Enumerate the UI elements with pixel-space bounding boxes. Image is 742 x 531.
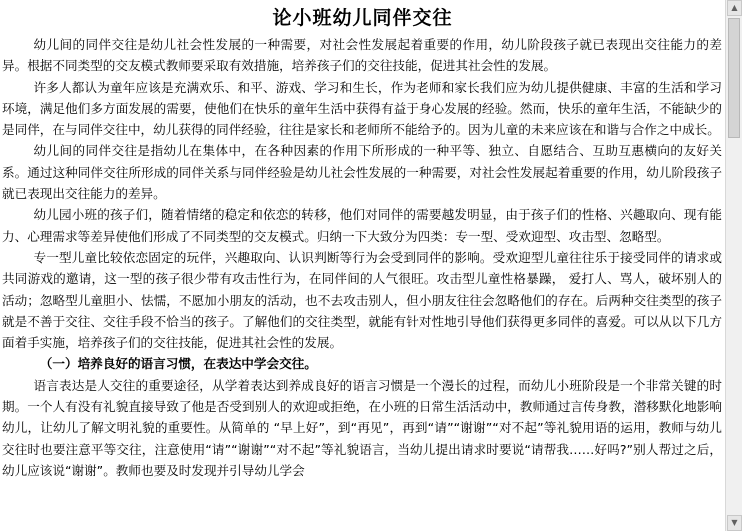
section-heading: （一）培养良好的语言习惯，在表达中学会交往。: [39, 356, 317, 372]
paragraph-2: 许多人都认为童年应该是充满欢乐、和平、游戏、学习和生长，作为老师和家长我们应为幼儿提供健康、丰富的生活和学习环境，满足他们多方面发展的需要，使他们在快乐的童年生活中获得有益于身心发展的经验。然而，快乐的童年生活，不能缺少的是同伴，在与同伴交往中，幼儿获得的同伴经验，往往是家长和老师所不能给予的。因为儿童的未来应该在和谐与合作之中成长。: [2, 79, 722, 138]
paragraph-6: 语言表达是人交往的重要途径，从学着表达到养成良好的语言习惯是一个漫长的过程，而幼儿小班阶段是一个非常关键的时期。一个人有没有礼貌直接导致了他是否受到别人的欢迎或拒绝，在小班的日常生活活动中，教师通过言传身教，潜移默化地影响幼儿，让幼儿了解文明礼貌的重要性。从简单的 “早上好”，到“再见”，再到“请”“谢谢”“对不起”等礼貌用语的运用，教师与幼儿交往时也要注意平等交往，注意使用“请”“谢谢”“对不起”等礼貌语言，当幼儿提出请求时要说“请帮我……好吗?”别人帮过之后，幼儿应该说“谢谢”。教师也要及时发现并引导幼儿学会: [2, 377, 722, 478]
document-title: 论小班幼儿同伴交往: [272, 7, 453, 29]
scroll-down-button[interactable]: [727, 515, 742, 531]
paragraph-3: 幼儿间的同伴交往是指幼儿在集体中，在各种因素的作用下所形成的一种平等、独立、自愿结合、互助互惠横向的友好关系。通过这种同伴交往所形成的同伴关系与同伴经验是幼儿社会性发展的一种需要，对社会性发展起着重要的作用，幼儿阶段孩子就已表现出交往能力的差异。: [2, 143, 722, 202]
paragraph-4: 幼儿园小班的孩子们，随着情绪的稳定和依恋的转移，他们对同伴的需要越发明显，由于孩子们的性格、兴趣取向、现有能力、心理需求等差异使他们形成了不同类型的交友模式。归纳一下大致分为四类：专一型、受欢迎型、攻击型、忽略型。: [2, 207, 722, 244]
arrow-down-icon: ▼: [731, 518, 738, 527]
scroll-thumb[interactable]: [728, 18, 740, 138]
paragraph-5: 专一型儿童比较依恋固定的玩伴，兴趣取向、认识判断等行为会受到同伴的影响。受欢迎型儿童往往乐于接受同伴的请求或共同游戏的邀请，这一型的孩子很少带有攻击性行为，在同伴间的人气很旺。攻击型儿童性格暴躁， 爱打人、骂人，破坏别人的活动；忽略型儿童胆小、怯懦，不愿加小朋友的活动，也不去攻击别人，但小朋友往往会忽略他们的存在。后两种交往类型的孩子就是不善于交往、交往手段不恰当的孩子。了解他们的交往类型，就能有针对性地引导他们获得更多同伴的喜爱。可以从以下几方面着手实施，培养孩子们的交往技能，促进其社会性的发展。: [2, 249, 722, 351]
paragraph-1: 幼儿间的同伴交往是幼儿社会性发展的一种需要，对社会性发展起着重要的作用，幼儿阶段孩子就已表现出交往能力的差异。根据不同类型的交友模式教师要采取有效措施，培养孩子们的交往技能，促进其社会性的发展。: [2, 37, 722, 74]
arrow-up-icon: ▲: [731, 3, 738, 12]
vertical-scrollbar[interactable]: [725, 0, 742, 531]
document-body: [2, 34, 722, 481]
scroll-up-button[interactable]: [727, 0, 742, 16]
